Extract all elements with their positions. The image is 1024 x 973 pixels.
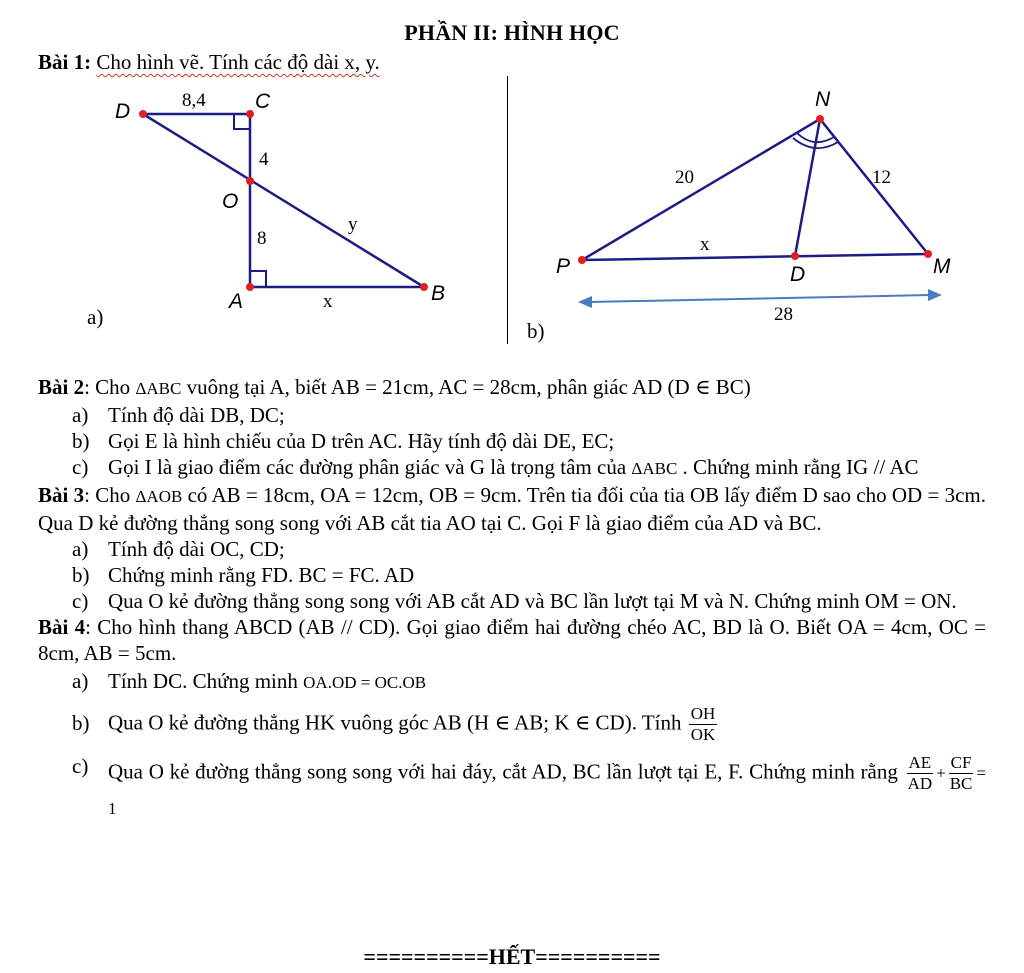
- problem-4-part-a: [38, 668, 986, 696]
- figure-divider: [507, 76, 508, 344]
- problem-4-part-c: [38, 753, 986, 822]
- problem-3-text-pre: : Cho: [84, 483, 136, 507]
- problem-2-text-pre: : Cho: [84, 375, 136, 399]
- caption-figure-b: b): [527, 319, 545, 343]
- problem-3-part-c: [38, 588, 986, 614]
- problem-2-label: Bài 2: [38, 375, 85, 399]
- label-length-co: 4: [259, 149, 269, 170]
- part-text: Qua O kẻ đường thẳng song song với AB cắt AD và BC lần lượt tại M và N. Chứng minh OM = ON.: [108, 589, 957, 613]
- segment-pm: [582, 254, 928, 260]
- label-length-pd: x: [700, 234, 710, 255]
- problem-2-part-c: [38, 454, 986, 482]
- part-text: Qua O kẻ đường thẳng song song với hai đáy, cắt AD, BC lần lượt tại E, F. Chứng minh rằng: [108, 759, 904, 784]
- exercise-body: [38, 374, 986, 822]
- problem-1-text: Cho hình vẽ. Tính các độ dài x, y.: [96, 50, 380, 74]
- page-heading: PHẦN II: HÌNH HỌC: [404, 20, 620, 45]
- part-label: c): [72, 754, 89, 778]
- problem-2-text-post: vuông tại A, biết AB = 21cm, AC = 28cm, phân giác AD (D ∈ BC): [181, 375, 751, 399]
- part-label: c): [72, 589, 89, 613]
- point-o: [246, 177, 254, 185]
- end-marker: ==========HẾT==========: [363, 944, 661, 969]
- label-point-n: N: [815, 88, 831, 111]
- problem-3-triangle: ΔAOB: [135, 487, 183, 506]
- part-label: a): [72, 669, 89, 693]
- point-c: [246, 110, 254, 118]
- problem-2-statement: [38, 374, 986, 402]
- problem-4-text: : Cho hình thang ABCD (AB // CD). Gọi giao điểm hai đường chéo AC, BD là O. Biết OA = 4cm, OC = 8cm, AB = 5cm.: [38, 615, 987, 665]
- problem-2-part-b: [38, 428, 986, 454]
- problem-1-label: Bài 1:: [38, 50, 92, 74]
- part-label: b): [72, 429, 90, 453]
- part-text: Chứng minh rằng FD. BC = FC. AD: [108, 563, 415, 587]
- label-point-c: C: [255, 90, 271, 113]
- point-p: [578, 256, 586, 264]
- dimension-arrow-pm: [578, 289, 942, 308]
- part-label: a): [72, 537, 89, 561]
- part-label: a): [72, 403, 89, 427]
- point-m: [924, 250, 932, 258]
- problem-4-part-b: [38, 704, 986, 745]
- label-length-np: 20: [675, 167, 694, 188]
- label-point-b: B: [431, 282, 446, 305]
- fraction-numerator: AE: [908, 753, 932, 772]
- problem-3-part-b: [38, 562, 986, 588]
- fraction-cf-bc: [948, 753, 975, 794]
- plus-sign: +: [936, 763, 946, 783]
- fraction-ae-ad: [906, 753, 935, 794]
- label-length-oa: 8: [257, 228, 267, 249]
- geometry-figures: [0, 0, 1024, 360]
- fraction-numerator: OH: [690, 704, 716, 723]
- part-text: Tính DC. Chứng minh: [108, 669, 304, 693]
- part-text-pre: Gọi I là giao điểm các đường phân giác và G là trọng tâm của: [108, 455, 632, 479]
- part-text: Qua O kẻ đường thẳng HK vuông góc AB (H ∈ AB; K ∈ CD). Tính: [108, 710, 687, 735]
- part-triangle: ΔABC: [631, 459, 678, 478]
- part-label: c): [72, 455, 89, 479]
- label-point-a: A: [229, 290, 244, 313]
- label-length-dc: 8,4: [182, 90, 206, 111]
- point-d-b: [791, 252, 799, 260]
- fraction-numerator: CF: [950, 753, 972, 772]
- figure-b: [582, 119, 928, 260]
- label-point-p: P: [556, 255, 571, 278]
- part-text: Tính độ dài DB, DC;: [108, 403, 285, 427]
- part-label: b): [72, 563, 90, 587]
- part-text: Gọi E là hình chiếu của D trên AC. Hãy tính độ dài DE, EC;: [108, 429, 615, 453]
- point-d-a: [139, 110, 147, 118]
- problem-4-label: Bài 4: [38, 615, 86, 639]
- point-b: [420, 283, 428, 291]
- label-length-ob: y: [348, 214, 358, 235]
- part-text-post: . Chứng minh rằng IG // AC: [677, 455, 919, 479]
- label-length-pm: 28: [774, 304, 793, 325]
- part-text: Tính độ dài OC, CD;: [108, 537, 285, 561]
- label-point-o: O: [222, 190, 239, 213]
- caption-figure-a: a): [87, 305, 104, 329]
- label-length-ab: x: [323, 291, 333, 312]
- fraction-denominator: BC: [949, 774, 973, 793]
- problem-3-text-post: có AB = 18cm, OA = 12cm, OB = 9cm. Trên tia đối của tia OB lấy điểm D sao cho OD = 3cm. Qua D kẻ đường thẳng song song với AB cắt tia AO tại C. Gọi F là giao điểm của AD và BC.: [38, 483, 986, 535]
- label-length-nm: 12: [872, 167, 891, 188]
- problem-3-label: Bài 3: [38, 483, 85, 507]
- problem-4-statement: [38, 614, 986, 666]
- problem-2-triangle: ΔABC: [135, 379, 182, 398]
- fraction-denominator: OK: [690, 725, 716, 744]
- figure-a: [143, 114, 424, 287]
- label-point-d-a: D: [115, 100, 131, 123]
- problem-3-part-a: [38, 536, 986, 562]
- equals-one: = 1: [108, 763, 986, 818]
- part-equation: OA.OD = OC.OB: [303, 673, 427, 692]
- label-point-m: M: [933, 255, 951, 278]
- point-a: [246, 283, 254, 291]
- point-n: [816, 115, 824, 123]
- fraction-oh-ok: [689, 704, 718, 745]
- segment-db: [143, 114, 424, 287]
- problem-3-statement: [38, 482, 986, 536]
- part-label: b): [72, 711, 90, 735]
- label-point-d-b: D: [790, 263, 806, 286]
- problem-2-part-a: [38, 402, 986, 428]
- fraction-denominator: AD: [907, 774, 933, 793]
